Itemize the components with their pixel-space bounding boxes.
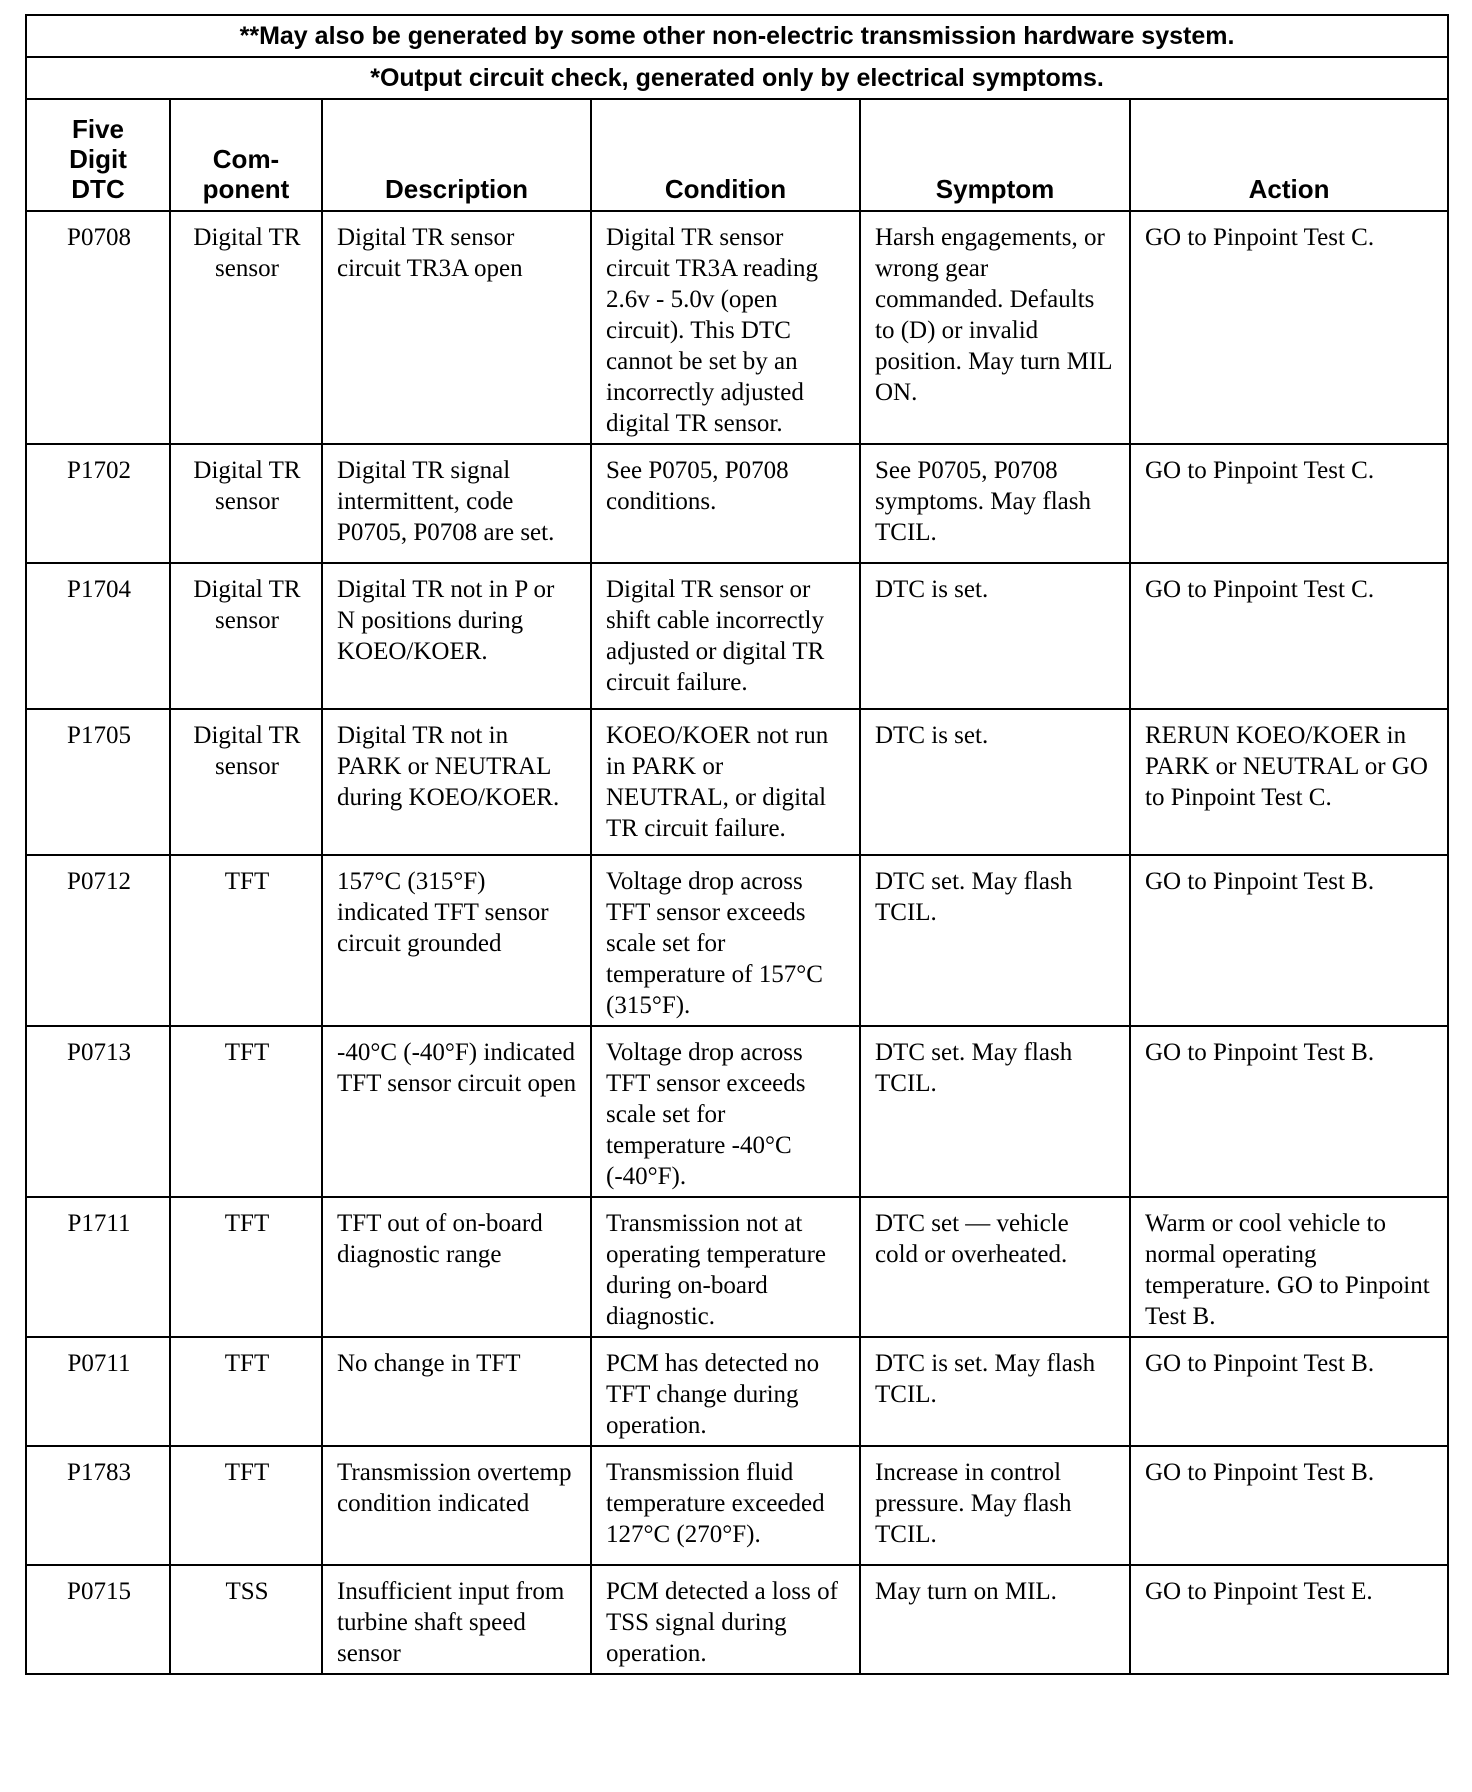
cell-component: Digital TR sensor: [170, 444, 322, 563]
header-description: Description: [322, 99, 591, 211]
cell-symptom: Harsh engagements, or wrong gear commanded. Defaults to (D) or invalid position. May turn MIL ON.: [860, 211, 1130, 444]
cell-action: GO to Pinpoint Test C.: [1130, 444, 1448, 563]
cell-description: Transmission overtemp condition indicated: [322, 1446, 591, 1565]
cell-component: TFT: [170, 855, 322, 1026]
cell-symptom: DTC set. May flash TCIL.: [860, 855, 1130, 1026]
note-hardware: **May also be generated by some other non-electric transmission hardware system.: [26, 15, 1448, 57]
cell-dtc: P1711: [26, 1197, 170, 1337]
cell-component: TFT: [170, 1026, 322, 1197]
cell-condition: Transmission fluid temperature exceeded 127°C (270°F).: [591, 1446, 860, 1565]
cell-description: Digital TR not in P or N positions during KOEO/KOER.: [322, 563, 591, 709]
cell-symptom: DTC is set. May flash TCIL.: [860, 1337, 1130, 1446]
table-row: [26, 211, 1448, 444]
cell-symptom: May turn on MIL.: [860, 1565, 1130, 1674]
cell-description: Digital TR signal intermittent, code P0705, P0708 are set.: [322, 444, 591, 563]
header-component: Com- ponent: [170, 99, 322, 211]
cell-description: Insufficient input from turbine shaft speed sensor: [322, 1565, 591, 1674]
note-output-circuit: *Output circuit check, generated only by electrical symptoms.: [26, 57, 1448, 99]
cell-dtc: P0713: [26, 1026, 170, 1197]
cell-dtc: P0715: [26, 1565, 170, 1674]
cell-component: TFT: [170, 1197, 322, 1337]
cell-dtc: P0708: [26, 211, 170, 444]
table-row: [26, 855, 1448, 1026]
header-symptom: Symptom: [860, 99, 1130, 211]
table-row: [26, 1026, 1448, 1197]
cell-component: Digital TR sensor: [170, 709, 322, 855]
cell-action: GO to Pinpoint Test C.: [1130, 563, 1448, 709]
cell-action: Warm or cool vehicle to normal operating temperature. GO to Pinpoint Test B.: [1130, 1197, 1448, 1337]
cell-component: Digital TR sensor: [170, 211, 322, 444]
dtc-table: [25, 14, 1449, 1675]
cell-condition: Digital TR sensor circuit TR3A reading 2.6v - 5.0v (open circuit). This DTC cannot be set by an incorrectly adjusted digital TR sensor.: [591, 211, 860, 444]
table-row: [26, 709, 1448, 855]
cell-condition: Transmission not at operating temperature during on-board diagnostic.: [591, 1197, 860, 1337]
cell-component: TFT: [170, 1337, 322, 1446]
cell-symptom: DTC is set.: [860, 709, 1130, 855]
cell-component: TSS: [170, 1565, 322, 1674]
cell-description: Digital TR not in PARK or NEUTRAL during KOEO/KOER.: [322, 709, 591, 855]
cell-dtc: P1783: [26, 1446, 170, 1565]
cell-symptom: DTC set — vehicle cold or overheated.: [860, 1197, 1130, 1337]
cell-description: No change in TFT: [322, 1337, 591, 1446]
cell-condition: Voltage drop across TFT sensor exceeds scale set for temperature -40°C (-40°F).: [591, 1026, 860, 1197]
header-action: Action: [1130, 99, 1448, 211]
cell-component: TFT: [170, 1446, 322, 1565]
cell-action: GO to Pinpoint Test C.: [1130, 211, 1448, 444]
cell-action: GO to Pinpoint Test B.: [1130, 1337, 1448, 1446]
cell-description: 157°C (315°F) indicated TFT sensor circuit grounded: [322, 855, 591, 1026]
cell-dtc: P0712: [26, 855, 170, 1026]
cell-condition: KOEO/KOER not run in PARK or NEUTRAL, or digital TR circuit failure.: [591, 709, 860, 855]
cell-symptom: DTC set. May flash TCIL.: [860, 1026, 1130, 1197]
cell-condition: PCM detected a loss of TSS signal during operation.: [591, 1565, 860, 1674]
cell-symptom: DTC is set.: [860, 563, 1130, 709]
table-row: [26, 1197, 1448, 1337]
cell-action: RERUN KOEO/KOER in PARK or NEUTRAL or GO to Pinpoint Test C.: [1130, 709, 1448, 855]
cell-symptom: Increase in control pressure. May flash TCIL.: [860, 1446, 1130, 1565]
cell-description: TFT out of on-board diagnostic range: [322, 1197, 591, 1337]
table-row: [26, 1446, 1448, 1565]
cell-description: -40°C (-40°F) indicated TFT sensor circuit open: [322, 1026, 591, 1197]
cell-dtc: P1704: [26, 563, 170, 709]
cell-action: GO to Pinpoint Test B.: [1130, 1446, 1448, 1565]
header-dtc: Five Digit DTC: [26, 99, 170, 211]
cell-condition: Voltage drop across TFT sensor exceeds scale set for temperature of 157°C (315°F).: [591, 855, 860, 1026]
cell-condition: See P0705, P0708 conditions.: [591, 444, 860, 563]
cell-component: Digital TR sensor: [170, 563, 322, 709]
cell-description: Digital TR sensor circuit TR3A open: [322, 211, 591, 444]
table-row: [26, 1565, 1448, 1674]
header-condition: Condition: [591, 99, 860, 211]
cell-symptom: See P0705, P0708 symptoms. May flash TCIL.: [860, 444, 1130, 563]
table-row: [26, 444, 1448, 563]
cell-condition: Digital TR sensor or shift cable incorrectly adjusted or digital TR circuit failure.: [591, 563, 860, 709]
table-row: [26, 1337, 1448, 1446]
cell-action: GO to Pinpoint Test E.: [1130, 1565, 1448, 1674]
cell-dtc: P0711: [26, 1337, 170, 1446]
cell-action: GO to Pinpoint Test B.: [1130, 1026, 1448, 1197]
table-row: [26, 563, 1448, 709]
cell-dtc: P1702: [26, 444, 170, 563]
cell-dtc: P1705: [26, 709, 170, 855]
cell-condition: PCM has detected no TFT change during operation.: [591, 1337, 860, 1446]
header-row: [26, 99, 1448, 211]
cell-action: GO to Pinpoint Test B.: [1130, 855, 1448, 1026]
